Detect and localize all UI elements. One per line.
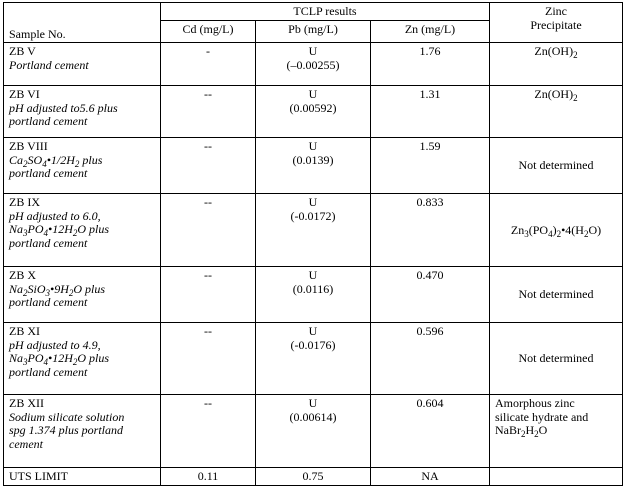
pb-cell xyxy=(256,395,371,468)
pb-cell xyxy=(256,323,371,395)
pb-value: (-0.0176) xyxy=(290,337,336,352)
sample-desc: portland cement xyxy=(9,114,88,128)
sample-desc: Sodium silicate solution xyxy=(9,409,125,424)
uts-cd: 0.11 xyxy=(161,468,256,486)
precipitate-value: Not determined xyxy=(490,267,623,323)
table-row xyxy=(4,43,623,86)
pb-value: (0.00614) xyxy=(289,409,337,424)
uts-precipitate xyxy=(490,468,623,486)
sample-cell xyxy=(4,194,161,267)
pb-cell xyxy=(256,86,371,138)
zn-value: 1.31 xyxy=(371,86,490,138)
sample-cell xyxy=(4,43,161,86)
sample-desc: Portland cement xyxy=(9,57,89,72)
sample-cell xyxy=(4,86,161,138)
table-row xyxy=(4,395,623,468)
sample-desc: portland cement xyxy=(9,166,88,180)
precipitate-value: Not determined xyxy=(490,138,623,194)
precipitate-value xyxy=(490,395,623,468)
sample-id: ZB XI xyxy=(9,324,40,338)
sample-desc: portland cement xyxy=(9,235,88,250)
precipitate-value: $Zn(OH)_2$ xyxy=(490,43,623,86)
sample-desc: pH adjusted to5.6 plus xyxy=(9,100,118,115)
zn-value: 0.596 xyxy=(371,323,490,395)
pb-cell xyxy=(256,194,371,267)
sample-desc: pH adjusted to 6.0, xyxy=(9,208,101,223)
pb-cell xyxy=(256,267,371,323)
sample-desc: spg 1.374 plus portland xyxy=(9,423,124,437)
sample-desc: pH adjusted to 4.9, xyxy=(9,337,101,352)
sample-id: ZB VIII xyxy=(9,139,48,153)
zn-value: 0.470 xyxy=(371,267,490,323)
cd-value: -- xyxy=(161,194,256,267)
zn-value: 1.59 xyxy=(371,138,490,194)
sample-cell xyxy=(4,323,161,395)
uts-label: UTS LIMIT xyxy=(4,468,161,486)
cd-value: -- xyxy=(161,267,256,323)
pb-flag: U xyxy=(308,44,318,58)
pb-flag: U xyxy=(308,139,318,153)
precipitate-line: Amorphous zinc xyxy=(495,396,575,410)
pb-value: (–0.00255) xyxy=(286,57,340,72)
tclp-results-table xyxy=(3,2,623,486)
pb-flag: U xyxy=(308,324,318,338)
sample-cell xyxy=(4,267,161,323)
sample-id: ZB VI xyxy=(9,87,40,101)
pb-cell xyxy=(256,43,371,86)
header-tclp-results: TCLP results xyxy=(161,3,490,21)
cd-value: -- xyxy=(161,323,256,395)
pb-value: (0.0116) xyxy=(292,281,334,296)
uts-zn: NA xyxy=(371,468,490,486)
precipitate-value: $Zn_3(PO_4)_2•4(H_2O)$ xyxy=(490,194,623,267)
pb-flag: U xyxy=(308,268,318,282)
zn-value: 0.604 xyxy=(371,395,490,468)
header-row-top xyxy=(4,3,623,21)
pb-value: (0.0139) xyxy=(292,152,334,167)
sample-desc: cement xyxy=(9,436,43,451)
pb-value: (0.00592) xyxy=(289,100,337,115)
cd-value: - xyxy=(161,43,256,86)
header-sample-no: Sample No. xyxy=(4,3,161,43)
pb-flag: U xyxy=(308,396,318,410)
table-row xyxy=(4,267,623,323)
sample-desc: $Ca_2SO_4•1/2H_2$ plus xyxy=(9,152,103,169)
header-cd: Cd (mg/L) xyxy=(161,21,256,43)
cd-value: -- xyxy=(161,395,256,468)
sample-id: ZB XII xyxy=(9,396,44,410)
header-precipitate: Precipitate xyxy=(530,17,582,32)
pb-cell xyxy=(256,138,371,194)
precipitate-line: $NaBr_2H_2O$ xyxy=(495,423,548,439)
uts-limit-row xyxy=(4,468,623,486)
sample-cell xyxy=(4,395,161,468)
sample-desc: portland cement xyxy=(9,295,88,309)
precipitate-line: silicate hydrate and xyxy=(495,409,589,424)
uts-pb: 0.75 xyxy=(256,468,371,486)
table-row xyxy=(4,138,623,194)
sample-id: ZB X xyxy=(9,268,36,282)
sample-desc: $Na_3PO_4•12H_2O$ plus xyxy=(9,351,110,367)
table-row xyxy=(4,86,623,138)
precipitate-value: $Zn(OH)_2$ xyxy=(490,86,623,138)
table-row xyxy=(4,194,623,267)
pb-flag: U xyxy=(308,195,318,209)
header-pb: Pb (mg/L) xyxy=(256,21,371,43)
precipitate-value: Not determined xyxy=(490,323,623,395)
pb-flag: U xyxy=(308,87,318,101)
pb-value: (-0.0172) xyxy=(290,208,336,223)
header-zinc: Zinc xyxy=(545,4,567,18)
sample-desc: $Na_2SiO_3•9H_2O$ plus xyxy=(9,281,106,298)
header-zinc-precipitate xyxy=(490,3,623,43)
sample-desc: $Na_3PO_4•12H_2O$ plus xyxy=(9,222,110,238)
cd-value: -- xyxy=(161,86,256,138)
header-zn: Zn (mg/L) xyxy=(371,21,490,43)
cd-value: -- xyxy=(161,138,256,194)
table-row xyxy=(4,323,623,395)
sample-id: ZB IX xyxy=(9,195,40,209)
zn-value: 1.76 xyxy=(371,43,490,86)
sample-id: ZB V xyxy=(9,44,36,58)
sample-desc: portland cement xyxy=(9,364,88,379)
sample-cell xyxy=(4,138,161,194)
zn-value: 0.833 xyxy=(371,194,490,267)
